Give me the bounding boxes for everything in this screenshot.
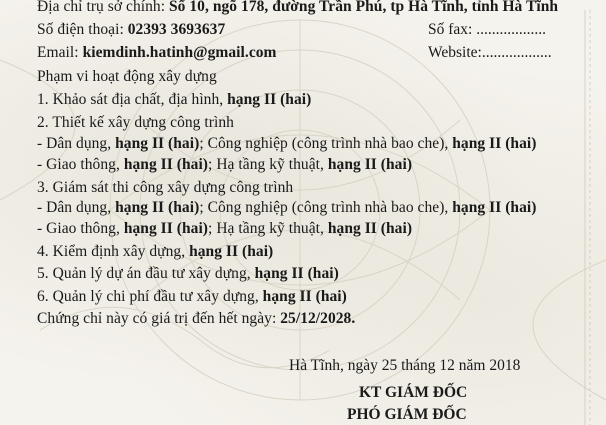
place-date: Hà Tĩnh, ngày 25 tháng 12 năm 2018: [289, 357, 521, 374]
email-value: kiemdinh.hatinh@gmail.com: [82, 44, 277, 61]
item3-industrial-grade: hạng II (hai): [452, 199, 537, 216]
scope-item-2-transport: [37, 155, 412, 175]
item2-transport-grade: hạng II (hai): [123, 156, 209, 173]
item4-text: 4. Kiểm định xây dựng,: [37, 243, 190, 260]
item1-grade: hạng II (hai): [227, 91, 312, 108]
scope-item-2: 2. Thiết kế xây dựng công trình: [37, 114, 234, 131]
item3-industrial-text: ; Công nghiệp (công trình nhà bao che),: [199, 199, 453, 216]
scope-title: Phạm vi hoạt động xây dựng: [37, 68, 217, 85]
item2-civil-grade: hạng II (hai): [115, 135, 200, 152]
item2-infra-text: ; Hạ tầng kỹ thuật,: [208, 156, 328, 173]
fax-label: Số fax:: [428, 21, 477, 38]
email-label: Email:: [37, 44, 83, 61]
phone-label: Số điện thoại:: [37, 21, 128, 38]
scope-item-3: 3. Giám sát thi công xây dựng công trình: [37, 179, 294, 196]
scope-item-1: [37, 90, 311, 110]
item4-grade: hạng II (hai): [189, 243, 274, 260]
address-value: Số 10, ngõ 178, đường Trần Phú, tp Hà Tĩnh, tỉnh Hà Tĩnh: [168, 0, 559, 15]
website-value: ..................: [481, 44, 552, 61]
address-label: Địa chỉ trụ sở chính:: [37, 0, 169, 15]
item3-infra-grade: hạng II (hai): [327, 220, 413, 237]
item3-civil-grade: hạng II (hai): [115, 199, 200, 216]
item3-transport-text: - Giao thông,: [37, 220, 124, 237]
item1-text: 1. Khảo sát địa chất, địa hình,: [37, 91, 228, 108]
scope-item-4: [37, 242, 273, 262]
scope-item-3-transport: [37, 219, 412, 239]
signature-title-1: KT GIÁM ĐỐC: [359, 384, 468, 401]
item3-civil-text: - Dân dụng,: [37, 199, 116, 216]
validity-date: 25/12/2028.: [280, 310, 356, 327]
website-label: Website:: [428, 44, 482, 61]
item2-industrial-grade: hạng II (hai): [452, 135, 537, 152]
email-line: [37, 43, 277, 63]
address-line: [37, 0, 558, 17]
item5-grade: hạng II (hai): [254, 265, 339, 282]
phone-value: 02393 3693637: [127, 21, 226, 38]
phone-line: [37, 20, 225, 40]
item2-infra-grade: hạng II (hai): [327, 156, 413, 173]
item2-transport-text: - Giao thông,: [37, 156, 124, 173]
scope-item-2-civil: [37, 134, 536, 154]
item2-civil-text: - Dân dụng,: [37, 135, 116, 152]
fax-value: ..................: [476, 21, 546, 38]
scope-item-6: [37, 287, 347, 307]
signature-title-2: PHÓ GIÁM ĐỐC: [347, 406, 467, 423]
validity-line: [37, 309, 355, 329]
scope-item-5: [37, 264, 339, 284]
item6-grade: hạng II (hai): [262, 288, 347, 305]
item5-text: 5. Quản lý dự án đầu tư xây dựng,: [37, 265, 255, 282]
scope-item-3-civil: [37, 198, 536, 218]
item2-industrial-text: ; Công nghiệp (công trình nhà bao che),: [199, 135, 453, 152]
item3-infra-text: ; Hạ tầng kỹ thuật,: [208, 220, 328, 237]
item6-text: 6. Quản lý chi phí đầu tư xây dựng,: [37, 288, 263, 305]
fax-field: [428, 20, 546, 40]
item3-transport-grade: hạng II (hai): [123, 220, 209, 237]
validity-text: Chứng chỉ này có giá trị đến hết ngày:: [37, 310, 281, 327]
website-field: [428, 43, 552, 63]
